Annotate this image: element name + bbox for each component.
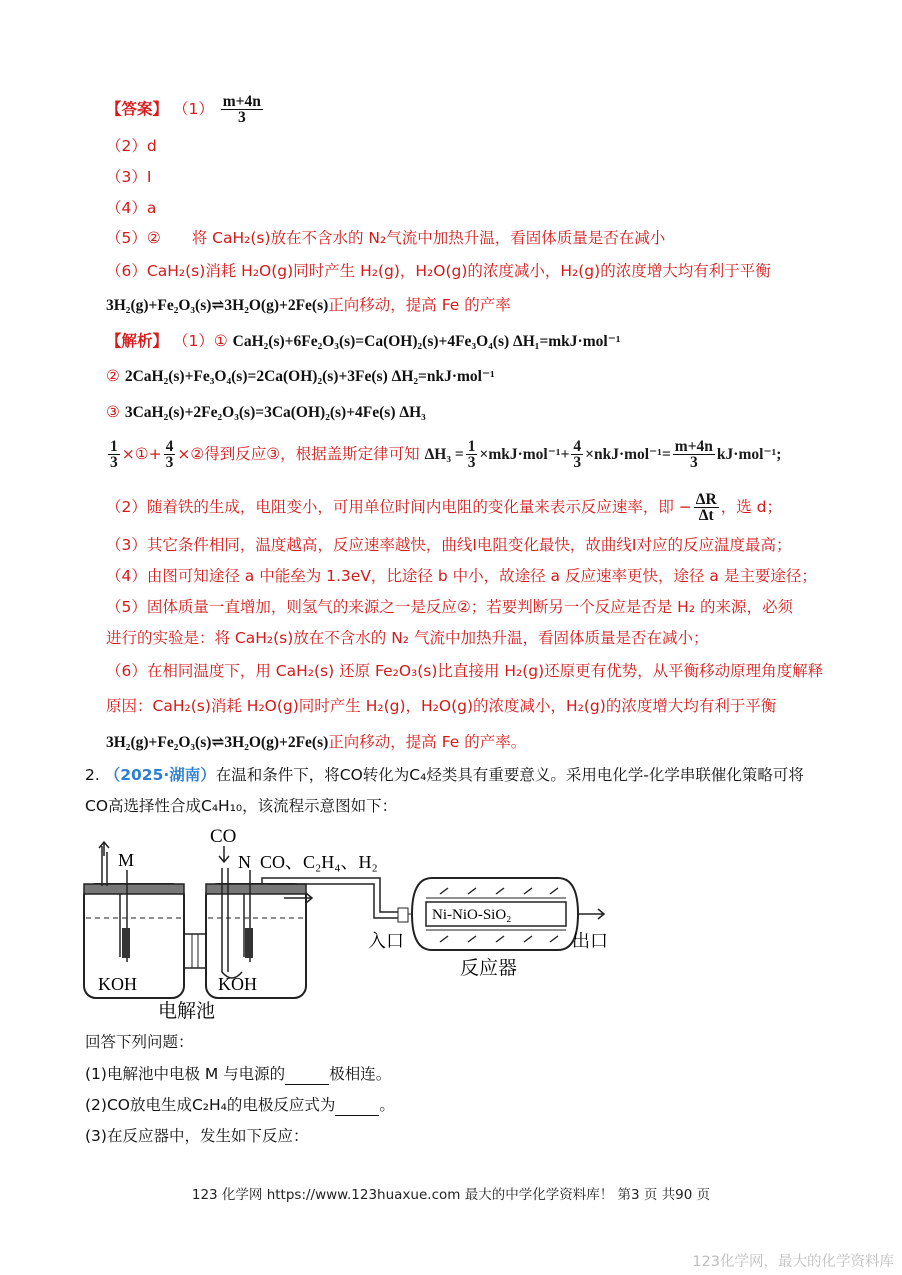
fraction-denominator: 3 xyxy=(689,454,698,471)
answer-part-6-num: （6） xyxy=(106,262,147,280)
fraction-denominator: 3 xyxy=(573,454,582,471)
analysis-eq-3: 3CaH₂(s)+2Fe₂O₃(s)=3Ca(OH)₂(s)+4Fe(s) ΔH₃ xyxy=(124,404,426,421)
fraction-numerator: 4 xyxy=(165,438,174,455)
analysis-p2-text: （2）随着铁的生成，电阻变小，可用单位时间内电阻的变化量来表示反应速率，即 − xyxy=(106,498,692,516)
analysis-line-1 xyxy=(106,331,621,352)
answer-part-3: （3）I xyxy=(106,168,152,186)
q2-text-a: (2)CO放电生成C₂H₄的电极反应式为 xyxy=(85,1096,336,1114)
fraction-denominator: 3 xyxy=(110,454,118,471)
label-n: N xyxy=(238,852,251,872)
analysis-equation: 3H₂(g)+Fe₂O₃(s)⇌3H₂O(g)+2Fe(s) xyxy=(106,734,329,751)
label-co: CO xyxy=(210,826,237,847)
analysis-part-6-eq-line xyxy=(106,732,526,753)
analysis-eq-3-num: ③ xyxy=(106,403,120,421)
answer-part-5-text: 将 CaH₂(s)放在不含水的 N₂气流中加热升温，看固体质量是否在减小 xyxy=(191,229,666,247)
label-m: M xyxy=(118,850,135,870)
hess-text-a: ×①+ xyxy=(121,445,162,463)
answer-line-1 xyxy=(106,94,265,125)
label-reactor: 反应器 xyxy=(460,957,518,979)
question-source: （2025·湖南） xyxy=(104,766,216,784)
answer-part-4: （4）a xyxy=(106,199,157,217)
analysis-part-6b: 原因：CaH₂(s)消耗 H₂O(g)同时产生 H₂(g)，H₂O(g)的浓度减小，H₂(g)的浓度增大均有利于平衡 xyxy=(106,697,777,715)
fraction-one-third-b xyxy=(466,439,478,470)
question-2-1 xyxy=(85,1064,391,1085)
label-electrolytic-cell: 电解池 xyxy=(158,1000,216,1022)
answer-part-6 xyxy=(106,261,771,281)
label-catalyst: Ni-NiO-SiO₂ xyxy=(432,907,512,923)
question-2-3: (3)在反应器中，发生如下反应： xyxy=(85,1127,309,1145)
answer-fraction xyxy=(221,94,263,125)
answer-blank-1[interactable] xyxy=(285,1064,329,1085)
fraction-numerator: 1 xyxy=(110,438,118,455)
label-gas-list: CO、C₂H₄、H₂ xyxy=(260,852,378,872)
hess-delta-h: ΔH₃ = xyxy=(424,446,464,463)
answer-part-2: （2）d xyxy=(106,137,157,155)
answer-part-1: （1） xyxy=(172,100,214,118)
question-2-line-1 xyxy=(85,765,804,785)
question-2-2 xyxy=(85,1095,395,1116)
q1-text-b: 极相连。 xyxy=(329,1065,392,1083)
fraction-delta-r-delta-t xyxy=(694,492,719,523)
question-2-line-2: CO高选择性合成C₄H₁₀，该流程示意图如下： xyxy=(85,797,398,815)
label-outlet: 出口 xyxy=(572,931,608,952)
answer-blank-2[interactable] xyxy=(335,1095,379,1116)
answer-equation: 3H₂(g)+Fe₂O₃(s)⇌3H₂O(g)+2Fe(s) xyxy=(106,297,329,314)
q2-text-b: 。 xyxy=(379,1096,395,1114)
analysis-part-6a: （6）在相同温度下，用 CaH₂(s) 还原 Fe₂O₃(s)比直接用 H₂(g)还原更有优势，从平衡移动原理角度解释 xyxy=(106,662,824,680)
analysis-part-5a: （5）固体质量一直增加，则氢气的来源之一是反应②；若要判断另一个反应是否是 H₂ 的来源，必须 xyxy=(106,598,793,616)
fraction-denominator: 3 xyxy=(467,454,476,471)
analysis-label: 【解析】 xyxy=(106,332,169,350)
fraction-denominator: 3 xyxy=(165,454,174,471)
fraction-one-third-a xyxy=(108,439,120,470)
answer-part-6-text: CaH₂(s)消耗 H₂O(g)同时产生 H₂(g)，H₂O(g)的浓度减小，H₂(g)的浓度增大均有利于平衡 xyxy=(146,262,771,280)
analysis-equation-tail: 正向移动，提高 Fe 的产率。 xyxy=(328,733,527,751)
hess-text-b: ×②得到反应③，根据盖斯定律可知 xyxy=(177,445,420,463)
analysis-p1-num: （1）① xyxy=(172,332,228,350)
electrolysis-reactor-diagram xyxy=(72,822,652,1022)
analysis-line-3 xyxy=(106,402,426,423)
analysis-line-2 xyxy=(106,366,495,387)
fraction-m4n-third xyxy=(673,439,715,470)
hess-text-e: kJ·mol⁻¹; xyxy=(716,446,782,463)
watermark: 123化学网，最大的化学资料库 xyxy=(692,1254,894,1270)
membrane-connector xyxy=(184,934,206,968)
analysis-part-2 xyxy=(106,490,782,524)
fraction-numerator: 4 xyxy=(573,438,582,455)
answer-equation-tail: 正向移动，提高 Fe 的产率 xyxy=(328,296,511,314)
answer-label: 【答案】 xyxy=(106,100,169,118)
fraction-denominator: 3 xyxy=(237,109,246,126)
question-prompt: 回答下列问题： xyxy=(85,1033,194,1051)
analysis-eq-1: CaH₂(s)+6Fe₂O₃(s)=Ca(OH)₂(s)+4Fe₃O₄(s) ΔH₁=mkJ·mol⁻¹ xyxy=(232,333,621,350)
label-koh-left: KOH xyxy=(98,974,137,994)
fraction-four-thirds-b xyxy=(571,439,583,470)
answer-part-6-eq-line xyxy=(106,295,511,316)
analysis-eq-2-num: ② xyxy=(106,367,120,385)
fraction-numerator: m+4n xyxy=(222,93,261,110)
analysis-p2-tail: ，选 d； xyxy=(720,498,782,516)
fraction-numerator: 1 xyxy=(467,438,476,455)
analysis-part-4: （4）由图可知途径 a 中能垒为 1.3eV，比途径 b 中小，故途径 a 反应速率更快，途径 a 是主要途径； xyxy=(106,567,817,585)
analysis-hess-line xyxy=(106,437,781,472)
page-footer: 123 化学网 https://www.123huaxue.com 最大的中学化学资料库！ 第3 页 共90 页 xyxy=(191,1187,711,1203)
arrow-down-icon xyxy=(219,846,229,862)
fraction-numerator: ΔR xyxy=(695,491,717,508)
label-inlet: 入口 xyxy=(368,931,404,952)
label-koh-right: KOH xyxy=(218,974,257,994)
question-number: 2. xyxy=(85,766,100,784)
hess-text-d: ×nkJ·mol⁻¹= xyxy=(585,446,671,463)
fraction-four-thirds-a xyxy=(164,439,176,470)
fraction-numerator: m+4n xyxy=(674,438,713,455)
analysis-part-5b: 进行的实验是：将 CaH₂(s)放在不含水的 N₂ 气流中加热升温，看固体质量是否在减小； xyxy=(106,629,709,647)
answer-part-5 xyxy=(106,228,665,248)
q1-text-a: (1)电解池中电极 M 与电源的 xyxy=(85,1065,286,1083)
question-text-1: 在温和条件下，将CO转化为C₄烃类具有重要意义。采用电化学-化学串联催化策略可将 xyxy=(215,766,804,784)
answer-part-5-num: （5）② xyxy=(106,229,161,247)
analysis-eq-2: 2CaH₂(s)+Fe₃O₄(s)=2Ca(OH)₂(s)+3Fe(s) ΔH₂=nkJ·mol⁻¹ xyxy=(124,368,495,385)
hess-text-c: ×mkJ·mol⁻¹+ xyxy=(479,446,570,463)
fraction-denominator: Δt xyxy=(698,507,714,524)
analysis-part-3: （3）其它条件相同，温度越高，反应速率越快，曲线I电阻变化最快，故曲线I对应的反应温度最高； xyxy=(106,536,792,554)
